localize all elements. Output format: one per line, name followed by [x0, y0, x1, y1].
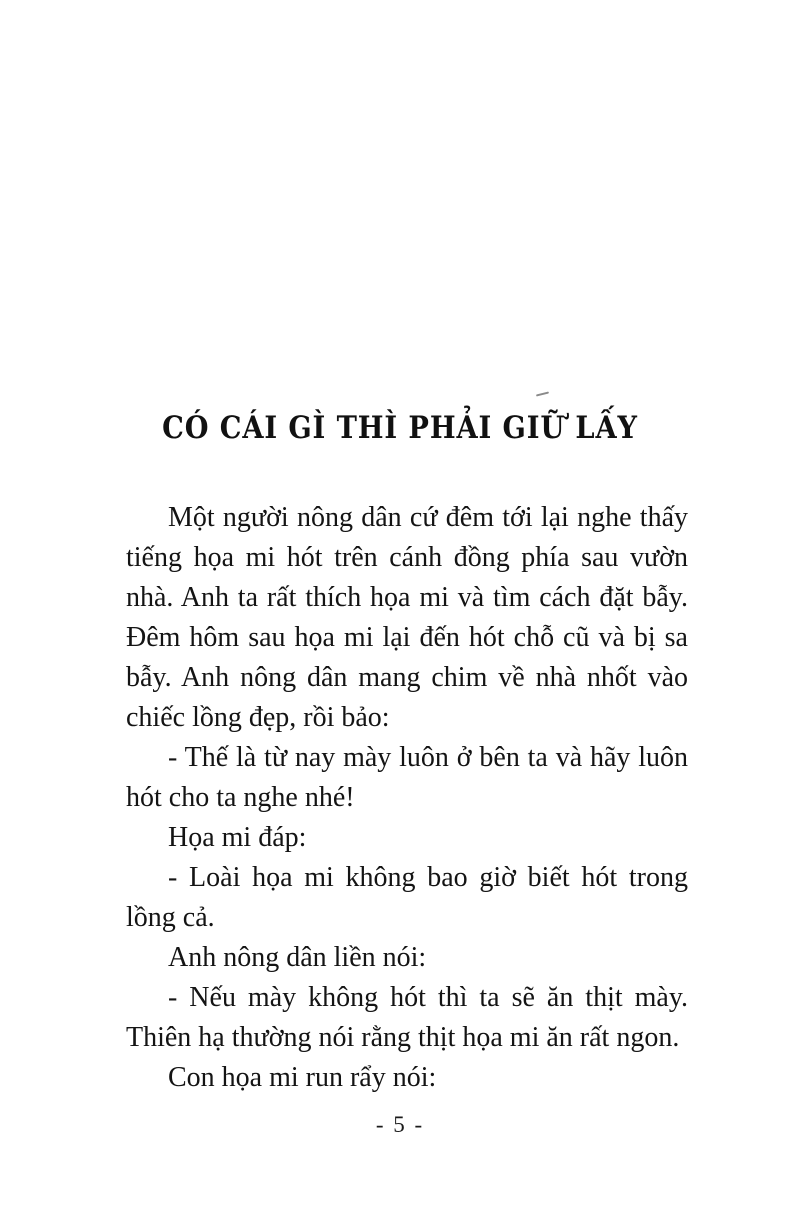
- paragraph-1: Một người nông dân cứ đêm tới lại nghe thấy tiếng họa mi hót trên cánh đồng phía sau vườn nhà. Anh ta rất thích họa mi và tìm cách đặt bẫy. Đêm hôm sau họa mi lại đến hót chỗ cũ và bị sa bẫy. Anh nông dân mang chim về nhà nhốt vào chiếc lồng đẹp, rồi bảo:: [126, 502, 688, 733]
- scan-artifact-mark: [536, 391, 549, 396]
- paragraph-7: Con họa mi run rẩy nói:: [168, 1062, 437, 1093]
- page-number: - 5 -: [375, 1112, 425, 1137]
- paragraph-2: - Thế là từ nay mày luôn ở bên ta và hãy luôn hót cho ta nghe nhé!: [126, 742, 688, 813]
- paragraph-3: Họa mi đáp:: [168, 822, 307, 853]
- paragraph-5: Anh nông dân liền nói:: [168, 942, 427, 973]
- paragraph-4: - Loài họa mi không bao giờ biết hót trong lồng cả.: [126, 862, 688, 933]
- story-body: [126, 498, 688, 1098]
- paragraph-6: - Nếu mày không hót thì ta sẽ ăn thịt mày. Thiên hạ thường nói rằng thịt họa mi ăn rất ngon.: [126, 982, 688, 1053]
- story-title: CÓ CÁI GÌ THÌ PHẢI GIỮ LẤY: [162, 410, 638, 446]
